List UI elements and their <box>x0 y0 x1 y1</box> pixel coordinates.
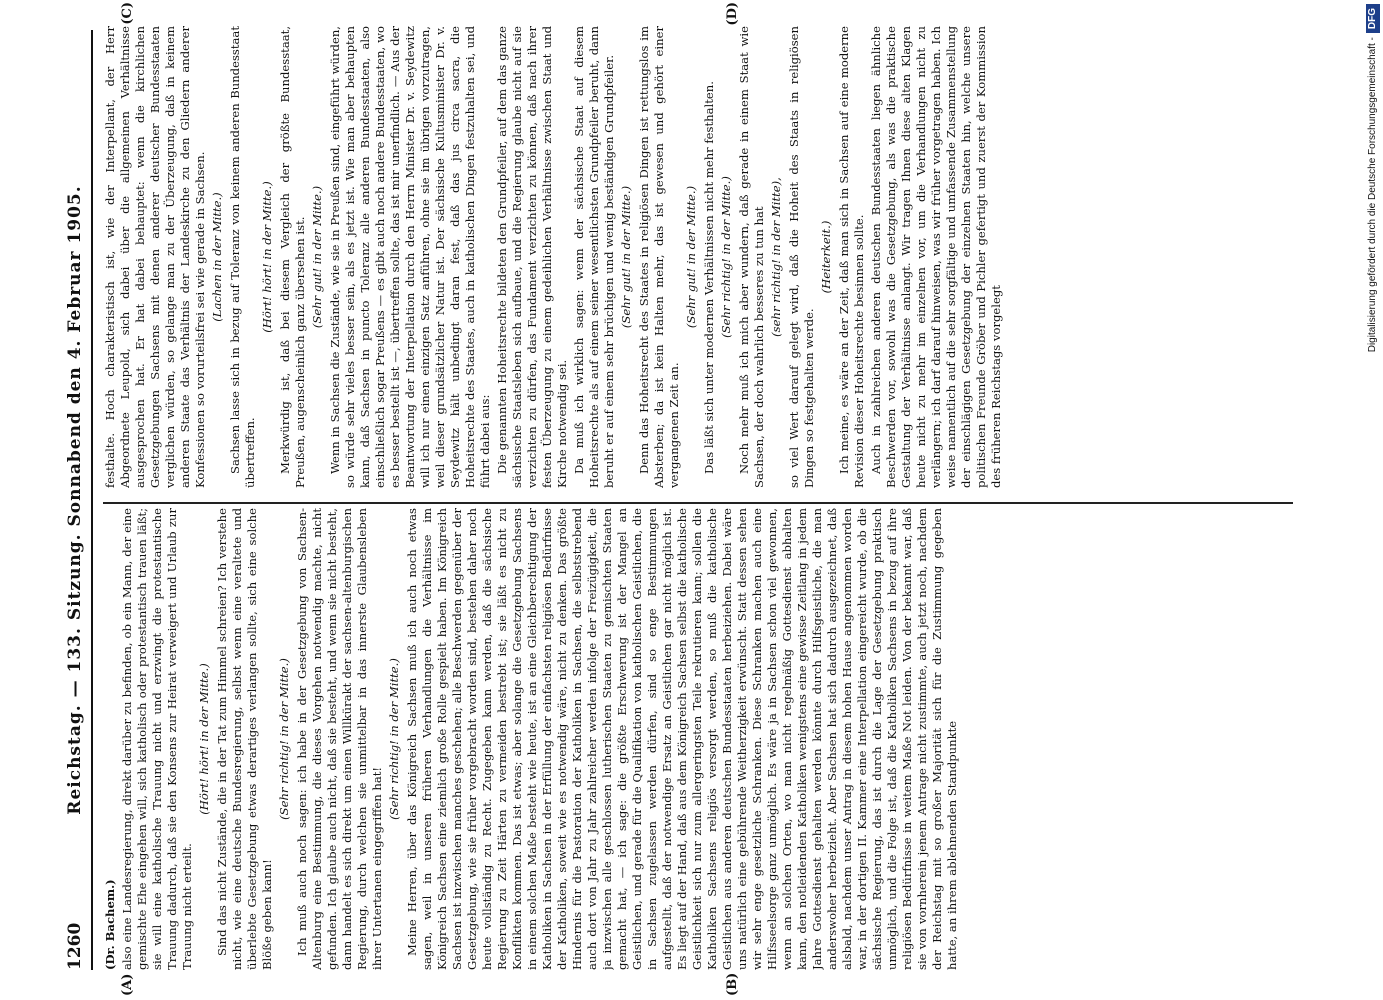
interjection: (Sehr richtig! in der Mitte.) <box>277 658 291 820</box>
paragraph: Das läßt sich unter modernen Verhältnissen nicht mehr festhalten. <box>702 81 716 474</box>
dfg-logo: DFG <box>1366 4 1380 33</box>
paragraph: Sachsen lasse sich in bezug auf Toleranz von keinem anderen Bundesstaat übertreffen. <box>228 26 257 488</box>
margin-marker-d: (D) <box>725 2 740 26</box>
interjection: (Heiterkeit.) <box>819 220 833 294</box>
interjection: (Sehr richtig! in der Mitte.) <box>387 658 401 820</box>
margin-marker-a: (A) <box>120 973 135 996</box>
digitization-credit <box>1364 4 1382 996</box>
interjection: (sehr richtig! in der Mitte), <box>769 177 783 337</box>
paragraph: Ich meine, es wäre an der Zeit, daß man sich in Sachsen auf eine moderne Revision dieser Hoheitsrechte besinnen sollte. <box>837 26 866 488</box>
page-header <box>65 30 93 970</box>
page-number: 1260 <box>65 922 85 970</box>
column-divider <box>103 502 1293 504</box>
paragraph: Denn das Hoheitsrecht des Staates in religiösen Dingen ist rettungslos im Absterben; da ist kein Halten mehr, das ist gewesen und gehört einer vergangenen Zeit an. <box>637 26 681 488</box>
paragraph: Sind das nicht Zustände, die in der Tat zum Himmel schreien? Ich verstehe nicht, wie eine deutsche Bundesregierung, selbst wenn eine veraltete und überlebte Gesetzgebung etwas derartiges verlangen sollte, sich eine solche Blöße geben kann! <box>215 508 274 970</box>
margin-marker-c: (C) <box>120 2 135 25</box>
interjection: (Hört! hört! in der Mitte.) <box>260 181 274 333</box>
paragraph: so viel Wert darauf gelegt wird, daß die Hoheit des Staats in religiösen Dingen so festgehalten werde. <box>787 26 816 488</box>
right-column <box>103 26 1288 488</box>
interjection: (Lachen in der Mitte.) <box>210 192 224 322</box>
interjection: (Sehr gut! in der Mitte.) <box>684 185 698 329</box>
margin-marker-b: (B) <box>725 972 740 996</box>
quotation: Die genannten Hoheitsrechte bildeten den Grundpfeiler, auf dem das ganze sächsische Staatsleben sich aufbaue, und die Regierung glaube nicht auf sie verzichten zu dürfen, das Fundament verzichten zu können, daß nach ihrer festen Überzeugung zu einem gedeihlichen Verhältnisse zwischen Staat und Kirche notwendig sei. <box>495 26 569 488</box>
paragraph: also eine Landesregierung, direkt darüber zu befinden, ob ein Mann, der eine gemischte Ehe eingehen will, sich katholisch oder protestantisch trauen läßt; sie will eine katholische Trauung nicht und erzwingt die protestantische Trauung dadurch, daß sie den Konsens zur Heirat verweigert und Urlaub zur Trauung nicht erteilt. <box>120 508 194 970</box>
credit-text: Digitalisierung gefördert durch die Deutsche Forschungsgemeinschaft - <box>1367 37 1378 353</box>
paragraph: Merkwürdig ist, daß bei diesem Vergleich der größte Bundesstaat, Preußen, augenscheinlich ganz übersehen ist. <box>278 26 307 488</box>
paragraph: Meine Herren, über das Königreich Sachsen muß ich auch noch etwas sagen, weil in unseren früheren Verhandlungen die Verhältnisse im Königreich Sachsen eine ziemlich große Rolle gespielt haben. Im Königreich Sachsen ist inzwischen manches geschehen; alle Beschwerden gegenüber der Gesetzgebung, wie sie früher vorgebracht worden sind, bestehen daher noch heute vollständig zu Recht. Zugegeben kann werden, daß die sächsische Regierung zu Zeit Härten zu vermeiden bestrebt ist; sie läßt es nicht zu Konflikten kommen. Das ist etwas; aber solange die Gesetzgebung Sachsens in einem solchen Maße besteht wie heute, ist an eine Gleichberechtigung der Katholiken in Sachsen in der Erfüllung der einfachsten religiösen Bedürfnisse der Katholiken, soweit wie es notwendig wäre, nicht zu denken. Das größte Hindernis für die Pastoration der Katholiken in Sachsen, die selbststrebend auch dort von Jahr zu Jahr zahlreicher werden infolge der Freizügigkeit, die ja inzwischen alle geschlossen lutherischen Staaten zu gemischten Staaten gemacht hat, — ich sage: die größte Erschwerung ist der Mangel an Geistlichen, und gerade für die Qualifikation von katholischen Geistlichen, die in Sachsen zugelassen werden dürfen, sind so enge Bestimmungen aufgestellt, daß der notwendige Ersatz an Geistlichen gar nicht möglich ist. Es liegt auf der Hand, daß aus dem Königreich Sachsen selbst die katholische Geistlichkeit sich nur zum allergeringsten Teile rekrutieren kann; sollen die Katholiken Sachsens religiös versorgt werden, so muß die katholische Geistlichen aus anderen deutschen Bundesstaaten herbeiziehen. Dabei wäre uns natürlich eine gebührende Weitherzigkeit erwünscht. Statt dessen sehen wir sehr enge gesetzliche Schranken. Diese Schranken machen auch eine Hilfsseelsorge ganz unmöglich. Es wäre ja in Sachsen schon viel gewonnen, wenn an solchen Orten, wo man nicht regelmäßig Gottesdienst abhalten kann, den notleidenden Katholiken wenigstens eine gewisse Zeitlang in jedem Jahre Gottesdienst gehalten werden könnte durch Hilfsgeistliche, die man anderswoher herbeizieht. Aber Sachsen hat sich dadurch ausgezeichnet, daß alsbald, nachdem unser Antrag in diesem hohen Hause angenommen worden war, in der dortigen II. Kammer eine Interpellation eingereicht wurde, ob die sächsische Regierung, das ist durch die Lage der Gesetzgebung praktisch unmöglich, und die Folge ist, daß die Katholiken Sachsens in bezug auf ihre religiösen Bedürfnisse in weitem Maße Not leiden. Von der bekannt war, daß sie von vornherein jenem Antrage nicht zustimmte, auch jetzt noch, nachdem der Reichstag mit so großer Majorität sich für die Zustimmung gegeben hatte, an ihrem ablehnenden Standpunkte <box>405 508 959 970</box>
paragraph: Ich muß auch noch sagen: ich habe in der Gesetzgebung von Sachsen-Altenburg eine Bestimmung, die dieses Vorgehen notwendig machte, nicht gefunden. Ich glaube auch nicht, daß sie besteht, und wenn sie nicht besteht, dann handelt es sich direkt um einen Willkürakt der sachsen-altenburgischen Regierung, durch welchen sie unmittelbar in das innerste Glaubensleben ihrer Untertanen eingegriffen hat! <box>295 508 384 970</box>
rotated-newspaper-page <box>25 0 1325 1000</box>
interjection: (Hört! hört! in der Mitte.) <box>197 663 211 815</box>
interjection: (Sehr richtig! in der Mitte.) <box>719 176 733 338</box>
interjection: (Sehr gut! in der Mitte.) <box>619 185 633 329</box>
running-title: Reichstag. — 133. Sitzung. Sonnabend den 4. Februar 1905. <box>65 185 85 815</box>
paragraph: festhalte. Hoch charakteristisch ist, wie der Interpellant, der Herr Abgeordnete Leupold, sich dabei über die allgemeinen Verhältnisse ausgesprochen hat. Er hat dabei behauptet: wenn die kirchlichen Gesetzgebungen Sachsens mit denen anderer deutscher Bundesstaaten verglichen würden, so gelange man zu der Überzeugung, daß in keinem anderen Staate das Verhältnis der Landeskirche zu den Gliedern anderer Konfessionen so vorurteilsfrei sei wie gerade in Sachsen. <box>103 26 207 488</box>
paragraph: Wenn in Sachsen die Zustände, wie sie in Preußen sind, eingeführt würden, so würde sehr vieles besser sein, als es jetzt ist. Wie man aber behaupten kann, daß Sachsen in puncto Toleranz alle anderen Bundesstaaten, also einschließlich sogar Preußens — es gibt auch noch andere Bundesstaaten, wo es besser bestellt ist —, übertreffen sollte, das ist mir unerfindlich. — Aus der Beantwortung der Interpellation durch den Herrn Minister Dr. v. Seydewitz will ich nur einen einzigen Satz anführen, ohne sie im übrigen vorzutragen, weil dieser grundsätzlicher Natur ist. Der sächsische Kultusminister Dr. v. Seydewitz hält unbedingt daran fest, daß das jus circa sacra, die Hoheitsrechte des Staates, auch in katholischen Dingen festzuhalten sei, und führt dabei aus: <box>328 26 492 488</box>
paragraph: Da muß ich wirklich sagen: wenn der sächsische Staat auf diesem Hoheitsrechte als auf einem seiner wesentlichsten Grundpfeiler beruht, dann beruht er auf einem sehr brüchigen und wenig beständigen Grundpfeiler. <box>572 26 616 488</box>
interjection: (Sehr gut! in der Mitte.) <box>310 185 324 329</box>
left-column <box>103 508 1288 970</box>
speaker-label: (Dr. Bachem.) <box>103 879 117 970</box>
paragraph: Noch mehr muß ich mich aber wundern, daß gerade in einem Staat wie Sachsen, der doch wahrlich besseres zu tun hat <box>737 26 766 488</box>
paragraph: Auch in zahlreichen anderen deutschen Bundesstaaten liegen ähnliche Beschwerden vor, sowohl was die Gesetzgebung, als was die praktische Gestaltung der Verhältnisse anlangt. Wir tragen Ihnen diese alten Klagen heute nicht zu mehr im einzelnen vor, um die Verhandlungen nicht zu verlängern; ich darf darauf hinweisen, was wir früher vorgetragen haben. Ich weise namentlich auf die sehr sorgfältige und umfassende Zusammenstellung der einschlägigen Gesetzgebung der einzelnen Staaten hin, welche unsere politischen Freunde Gröber und Pichler gefertigt und zuerst der Kommission des früheren Reichstags vorgelegt <box>869 26 1003 488</box>
